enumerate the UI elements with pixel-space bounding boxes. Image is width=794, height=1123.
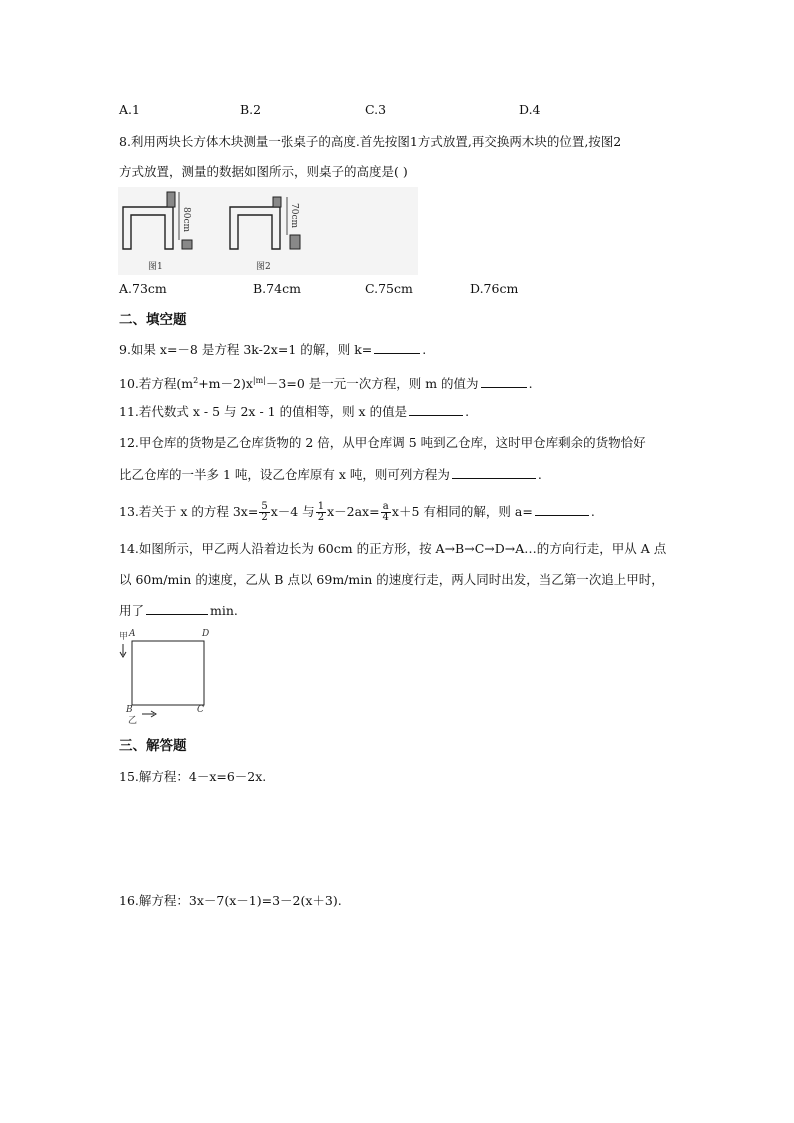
q13-text-m3: x＋5 有相同的解，则 a=: [391, 504, 533, 519]
q16: 16.解方程：3x－7(x－1)=3－2(x＋3).: [119, 893, 342, 908]
q12-end: .: [537, 467, 542, 482]
q13-fraction-2: [316, 502, 326, 523]
q13-blank[interactable]: [535, 503, 589, 516]
q7-option-b: B.2: [240, 102, 262, 117]
q8-option-c: C.75cm: [365, 281, 413, 296]
label-jia: 甲: [119, 632, 129, 642]
q9-text: 9.如果 x=－8 是方程 3k-2x=1 的解，则 k=: [119, 342, 373, 357]
q12-line2: [119, 466, 542, 484]
q12-blank[interactable]: [452, 466, 536, 479]
q8-option-a: A.73cm: [119, 281, 167, 296]
frac2-den: 2: [317, 512, 325, 523]
q14-line2: 以 60m/min 的速度，乙从 B 点以 69m/min 的速度行走，两人同时出发，当乙第一次追上甲时，: [119, 572, 664, 587]
q8-option-d: D.76cm: [470, 281, 519, 296]
q14-text: 用了: [119, 603, 145, 618]
q7-option-d: D.4: [519, 102, 541, 117]
q9-blank[interactable]: [374, 341, 420, 354]
q13-fraction-3: [381, 502, 391, 523]
label-yi: 乙: [128, 716, 138, 726]
q13: [119, 499, 595, 525]
q8-figure: [118, 187, 418, 275]
q13-text-m1: x－4 与: [270, 504, 315, 519]
q11-blank[interactable]: [409, 403, 463, 416]
q8-option-b: B.74cm: [253, 281, 301, 296]
q8-line1: 8.利用两块长方体木块测量一张桌子的高度.首先按图1方式放置,再交换两木块的位置,按图2: [119, 134, 622, 149]
label-b: B: [126, 705, 133, 715]
section-solve-heading: 三、解答题: [119, 738, 187, 754]
q13-end: .: [590, 504, 595, 519]
q10-square: 2: [193, 376, 199, 385]
label-d: D: [202, 629, 210, 639]
fig1-label: 图1: [148, 262, 163, 272]
fig1-measure: 80cm: [181, 207, 191, 233]
q11-end: .: [465, 404, 470, 419]
frac2-num: 1: [317, 501, 325, 512]
q15: 15.解方程：4－x=6－2x.: [119, 769, 267, 784]
q14-end: min.: [210, 603, 238, 618]
q7-option-c: C.3: [365, 102, 387, 117]
q14-square-figure: [116, 628, 226, 726]
q11: [119, 403, 469, 421]
q10-text-end: －3=0 是一元一次方程，则 m 的值为: [265, 376, 479, 392]
q10-end: .: [528, 376, 533, 392]
frac3-den: 4: [382, 512, 389, 523]
q12-text: 比乙仓库的一半多 1 吨，设乙仓库原有 x 吨，则可列方程为: [119, 467, 450, 482]
q11-text: 11.若代数式 x - 5 与 2x - 1 的值相等，则 x 的值是: [119, 404, 408, 419]
q12-line1: 12.甲仓库的货物是乙仓库货物的 2 倍，从甲仓库调 5 吨到乙仓库，这时甲仓库剩余的货物恰好: [119, 435, 646, 450]
label-a: A: [129, 629, 136, 639]
q14-line1: 14.如图所示，甲乙两人沿着边长为 60cm 的正方形，按 A→B→C→D→A…的方向行走，甲从 A 点: [119, 541, 667, 556]
q8-line2: 方式放置，测量的数据如图所示，则桌子的高度是( ): [119, 164, 408, 179]
fig2-label: 图2: [256, 262, 271, 272]
q10-text-start: 10.若方程(m: [119, 376, 194, 392]
q10-exponent: |m|: [252, 376, 266, 385]
q14-line3: [119, 602, 238, 620]
q10: [119, 372, 533, 393]
frac1-num: 5: [261, 501, 268, 512]
label-c: C: [197, 705, 204, 715]
q10-blank[interactable]: [481, 375, 527, 388]
q10-text-mid: +m－2)x: [198, 376, 253, 392]
q13-text-start: 13.若关于 x 的方程 3x=: [119, 504, 259, 519]
q9: [119, 341, 426, 359]
q9-end: .: [422, 342, 427, 357]
q13-fraction-1: [259, 502, 269, 523]
frac3-num: a: [381, 502, 391, 513]
q7-option-a: A.1: [119, 102, 140, 117]
fig2-measure: 70cm: [289, 203, 299, 229]
q13-text-m2: x－2ax=: [327, 504, 380, 519]
q14-blank[interactable]: [146, 602, 208, 615]
section-fill-in-heading: 二、填空题: [119, 312, 187, 328]
frac1-den: 2: [261, 512, 268, 523]
